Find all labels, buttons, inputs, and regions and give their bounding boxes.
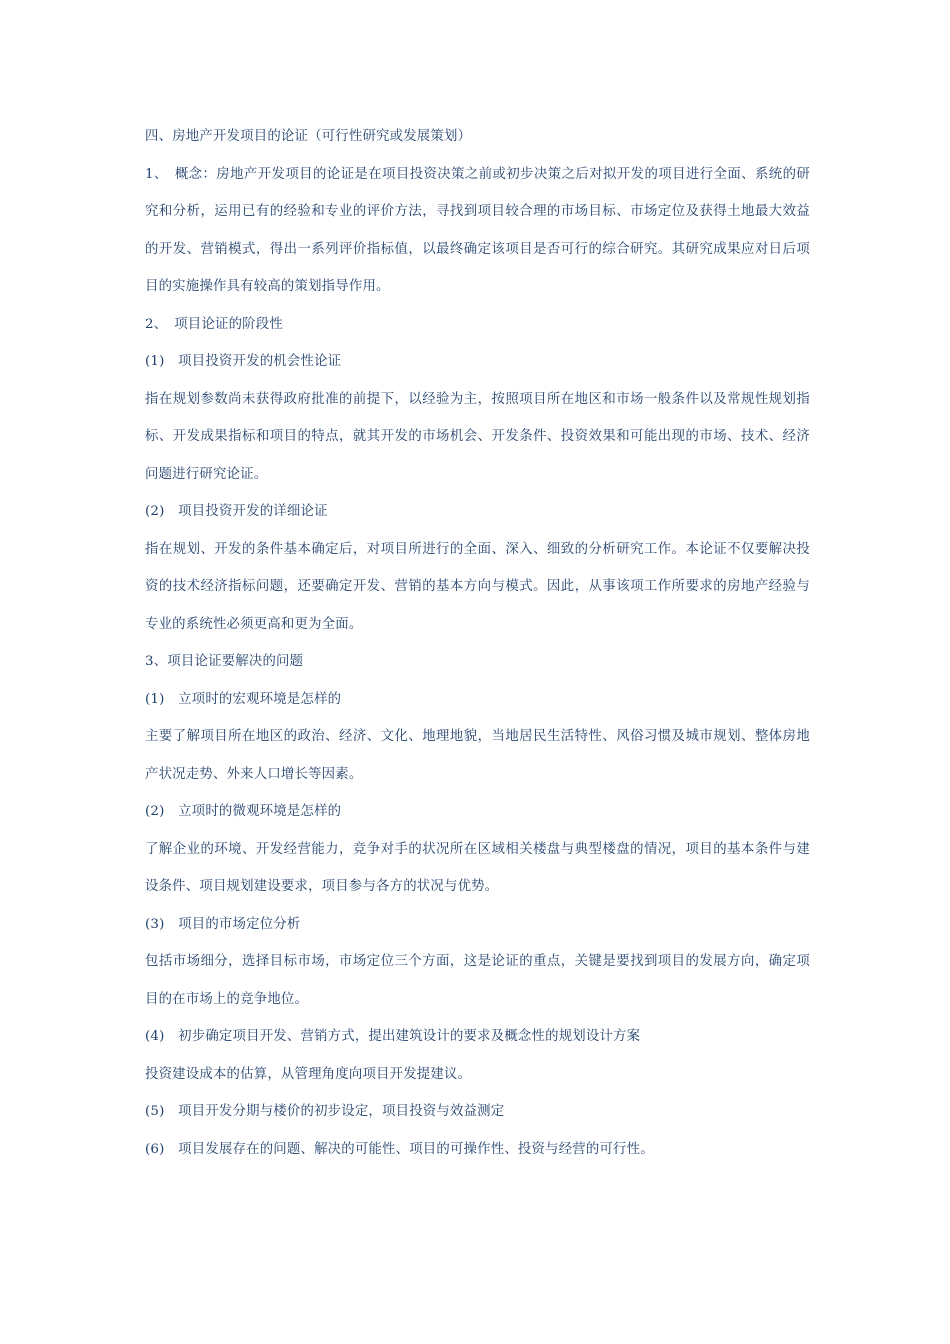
problem2-paragraph: 了解企业的环境、开发经营能力，竞争对手的状况所在区域相关楼盘与典型楼盘的情况，项目的基本条件与建设条件、项目规划建设要求，项目参与各方的状况与优势。 bbox=[145, 841, 810, 894]
concept-paragraph: 1、 概念：房地产开发项目的论证是在项目投资决策之前或初步决策之后对拟开发的项目进行全面、系统的研究和分析，运用已有的经验和专业的评价方法，寻找到项目较合理的市场目标、市场定位及获得土地最大效益的开发、营销模式，得出一系列评价指标值，以最终确定该项目是否可行的综合研究。其研究成果应对日后项目的实施操作具有较高的策划指导作用。 bbox=[145, 166, 810, 294]
problem2-heading: (2) 立项时的微观环境是怎样的 bbox=[145, 804, 342, 819]
stage2-paragraph: 指在规划、开发的条件基本确定后，对项目所进行的全面、深入、细致的分析研究工作。本论证不仅要解决投资的技术经济指标问题，还要确定开发、营销的基本方向与模式。因此，从事该项工作所要求的房地产经验与专业的系统性必须更高和更为全面。 bbox=[145, 541, 810, 632]
problem4-heading: (4) 初步确定项目开发、营销方式，提出建筑设计的要求及概念性的规划设计方案 bbox=[145, 1029, 641, 1044]
stage-heading: 2、 项目论证的阶段性 bbox=[145, 316, 283, 332]
document-body bbox=[145, 118, 810, 1168]
problem3-paragraph: 包括市场细分，选择目标市场，市场定位三个方面，这是论证的重点，关键是要找到项目的发展方向，确定项目的在市场上的竞争地位。 bbox=[145, 954, 810, 1007]
problem3-heading: (3) 项目的市场定位分析 bbox=[145, 916, 301, 932]
stage1-paragraph: 指在规划参数尚未获得政府批准的前提下，以经验为主，按照项目所在地区和市场一般条件以及常规性规划指标、开发成果指标和项目的特点，就其开发的市场机会、开发条件、投资效果和可能出现的市场、技术、经济问题进行研究论证。 bbox=[145, 391, 810, 482]
problem1-paragraph: 主要了解项目所在地区的政治、经济、文化、地理地貌，当地居民生活特性、风俗习惯及城市规划、整体房地产状况走势、外来人口增长等因素。 bbox=[145, 729, 810, 782]
stage1-heading: (1) 项目投资开发的机会性论证 bbox=[145, 354, 342, 369]
problem6-heading: (6) 项目发展存在的问题、解决的可能性、项目的可操作性、投资与经营的可行性。 bbox=[145, 1141, 654, 1157]
problem4-paragraph: 投资建设成本的估算，从管理角度向项目开发提建议。 bbox=[145, 1066, 472, 1082]
stage2-heading: (2) 项目投资开发的详细论证 bbox=[145, 504, 328, 519]
section-heading: 四、房地产开发项目的论证（可行性研究或发展策划） bbox=[145, 129, 472, 144]
problem5-heading: (5) 项目开发分期与楼价的初步设定，项目投资与效益测定 bbox=[145, 1104, 505, 1119]
problem1-heading: (1) 立项时的宏观环境是怎样的 bbox=[145, 691, 342, 707]
problems-heading: 3、项目论证要解决的问题 bbox=[145, 654, 304, 669]
